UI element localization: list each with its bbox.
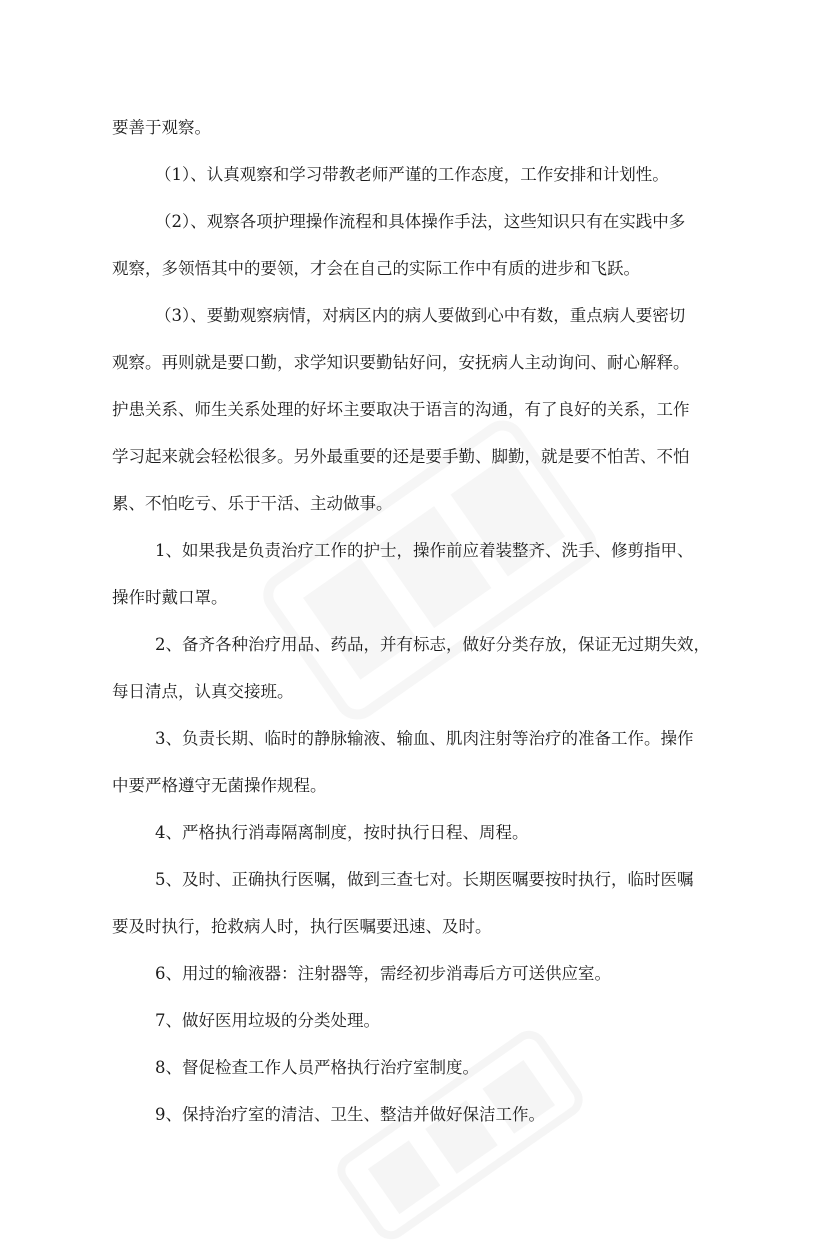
document-body: [112, 104, 722, 1138]
text-line: （2）、观察各项护理操作流程和具体操作手法，这些知识只有在实践中多: [155, 212, 686, 231]
text-line: 4、严格执行消毒隔离制度，按时执行日程、周程。: [155, 823, 529, 842]
text-line: 8、督促检查工作人员严格执行治疗室制度。: [155, 1058, 479, 1077]
text-line: 观察。再则就是要口勤，求学知识要勤钻好问，安抚病人主动询问、耐心解释。: [112, 353, 690, 372]
text-line: 2、备齐各种治疗用品、药品，并有标志，做好分类存放，保证无过期失效，: [155, 635, 710, 654]
text-line: 9、保持治疗室的清洁、卫生、整洁并做好保洁工作。: [155, 1105, 545, 1124]
text-line: 要及时执行，抢救病人时，执行医嘱要迅速、及时。: [112, 917, 492, 936]
text-line: 7、做好医用垃圾的分类处理。: [155, 1011, 380, 1030]
text-line: 学习起来就会轻松很多。另外最重要的还是要手勤、脚勤，就是要不怕苦、不怕: [112, 447, 690, 466]
text-line: 中要严格遵守无菌操作规程。: [112, 776, 327, 795]
text-line: （1）、认真观察和学习带教老师严谨的工作态度，工作安排和计划性。: [155, 165, 669, 184]
text-line: 每日清点，认真交接班。: [112, 682, 294, 701]
text-line: （3）、要勤观察病情，对病区内的病人要做到心中有数，重点病人要密切: [155, 306, 686, 325]
text-line: 观察，多领悟其中的要领，才会在自己的实际工作中有质的进步和飞跃。: [112, 259, 640, 278]
text-line: 操作时戴口罩。: [112, 588, 228, 607]
text-line: 6、用过的输液器：注射器等，需经初步消毒后方可送供应室。: [155, 964, 611, 983]
text-line: 护患关系、师生关系处理的好坏主要取决于语言的沟通，有了良好的关系，工作: [112, 400, 690, 419]
text-line: 累、不怕吃亏、乐于干活、主动做事。: [112, 494, 393, 513]
text-line: 要善于观察。: [112, 118, 211, 137]
text-line: 5、及时、正确执行医嘱，做到三查七对。长期医嘱要按时执行，临时医嘱: [155, 870, 694, 889]
text-line: 3、负责长期、临时的静脉输液、输血、肌肉注射等治疗的准备工作。操作: [155, 729, 694, 748]
text-line: 1、如果我是负责治疗工作的护士，操作前应着装整齐、洗手、修剪指甲、: [155, 541, 694, 560]
